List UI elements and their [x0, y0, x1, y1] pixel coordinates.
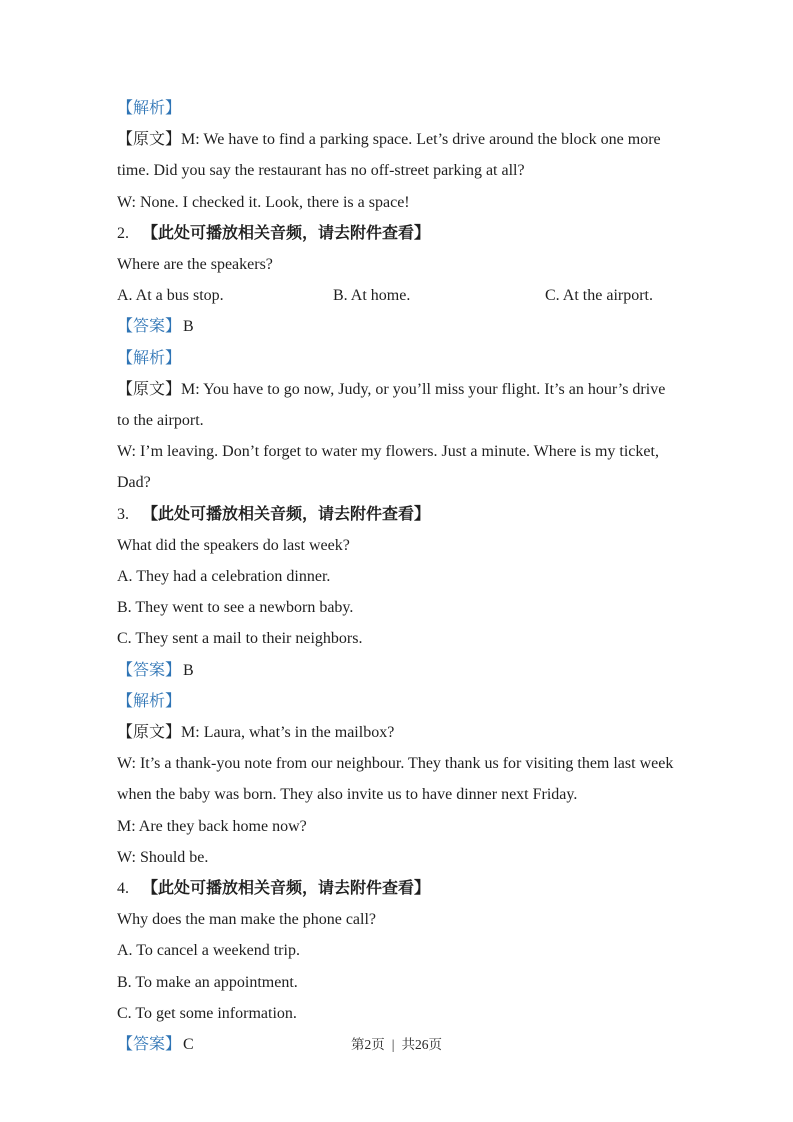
answer-label: 【答案】	[117, 661, 182, 679]
question-number: 3.	[117, 505, 129, 523]
transcript-label: 【原文】	[117, 724, 182, 742]
transcript-paragraph-first	[117, 374, 676, 436]
audio-notice-label: 【此处可播放相关音频，请去附件查看】	[142, 224, 431, 242]
transcript-paragraph	[117, 187, 676, 218]
question-stem: Where are the speakers?	[117, 256, 273, 274]
transcript-text: W: I’m leaving. Don’t forget to water my flowers. Just a minute. Where is my ticket, Dad?	[117, 443, 659, 492]
answer-label: 【答案】	[117, 1036, 182, 1054]
question-stem: What did the speakers do last week?	[117, 536, 350, 554]
transcript-text: M: Laura, what’s in the mailbox?	[181, 724, 395, 742]
option-c: C. At the airport.	[545, 287, 653, 305]
question-header	[117, 499, 676, 530]
transcript-paragraph	[117, 811, 676, 842]
answer-line	[117, 655, 676, 686]
option-a: A. At a bus stop.	[117, 287, 224, 305]
page-footer	[0, 1036, 793, 1054]
option: B. To make an appointment.	[117, 973, 298, 991]
transcript-paragraph	[117, 436, 676, 498]
option: B. They went to see a newborn baby.	[117, 599, 354, 617]
answer-label: 【答案】	[117, 318, 182, 336]
document-content	[117, 93, 676, 1060]
transcript-text: M: Are they back home now?	[117, 817, 307, 835]
transcript-text: M: You have to go now, Judy, or you’ll miss your flight. It’s an hour’s drive to the airport.	[117, 380, 666, 430]
transcript-text: W: None. I checked it. Look, there is a space!	[117, 193, 410, 211]
option-b: B. At home.	[333, 287, 411, 305]
analysis-label: 【解析】	[117, 349, 182, 367]
option: A. They had a celebration dinner.	[117, 568, 331, 586]
analysis-label: 【解析】	[117, 100, 182, 117]
answer-line	[117, 311, 676, 342]
question-stem: Why does the man make the phone call?	[117, 911, 377, 929]
transcript-paragraph	[117, 748, 676, 810]
transcript-text: W: It’s a thank-you note from our neighbour. They thank us for visiting them last week when the baby was born. They also invite us to have dinner next Friday.	[117, 755, 674, 804]
options-row	[117, 280, 676, 311]
audio-notice-label: 【此处可播放相关音频，请去附件查看】	[142, 880, 431, 898]
transcript-label: 【原文】	[117, 131, 182, 149]
transcript-text: M: We have to find a parking space. Let’s drive around the block one more time. Did you say the restaurant has no off-street parking at all?	[117, 131, 661, 180]
footer-separator: |	[391, 1037, 395, 1052]
transcript-paragraph-first	[117, 124, 676, 186]
question-number: 4.	[117, 880, 129, 898]
footer-current-page: 第2页	[351, 1037, 385, 1052]
answer-value: B	[183, 661, 194, 679]
analysis-label: 【解析】	[117, 692, 182, 710]
question-header	[117, 873, 676, 904]
transcript-text: W: Should be.	[117, 848, 209, 866]
footer-total-pages: 共26页	[401, 1037, 442, 1052]
option: C. They sent a mail to their neighbors.	[117, 630, 363, 648]
question-header	[117, 218, 676, 249]
audio-notice-label: 【此处可播放相关音频，请去附件查看】	[142, 505, 431, 523]
question-number: 2.	[117, 224, 129, 242]
transcript-paragraph-first	[117, 717, 676, 748]
answer-value: C	[183, 1036, 194, 1054]
option: C. To get some information.	[117, 1004, 297, 1022]
answer-value: B	[183, 318, 194, 336]
transcript-label: 【原文】	[117, 380, 182, 398]
option: A. To cancel a weekend trip.	[117, 942, 300, 960]
transcript-paragraph	[117, 842, 676, 873]
